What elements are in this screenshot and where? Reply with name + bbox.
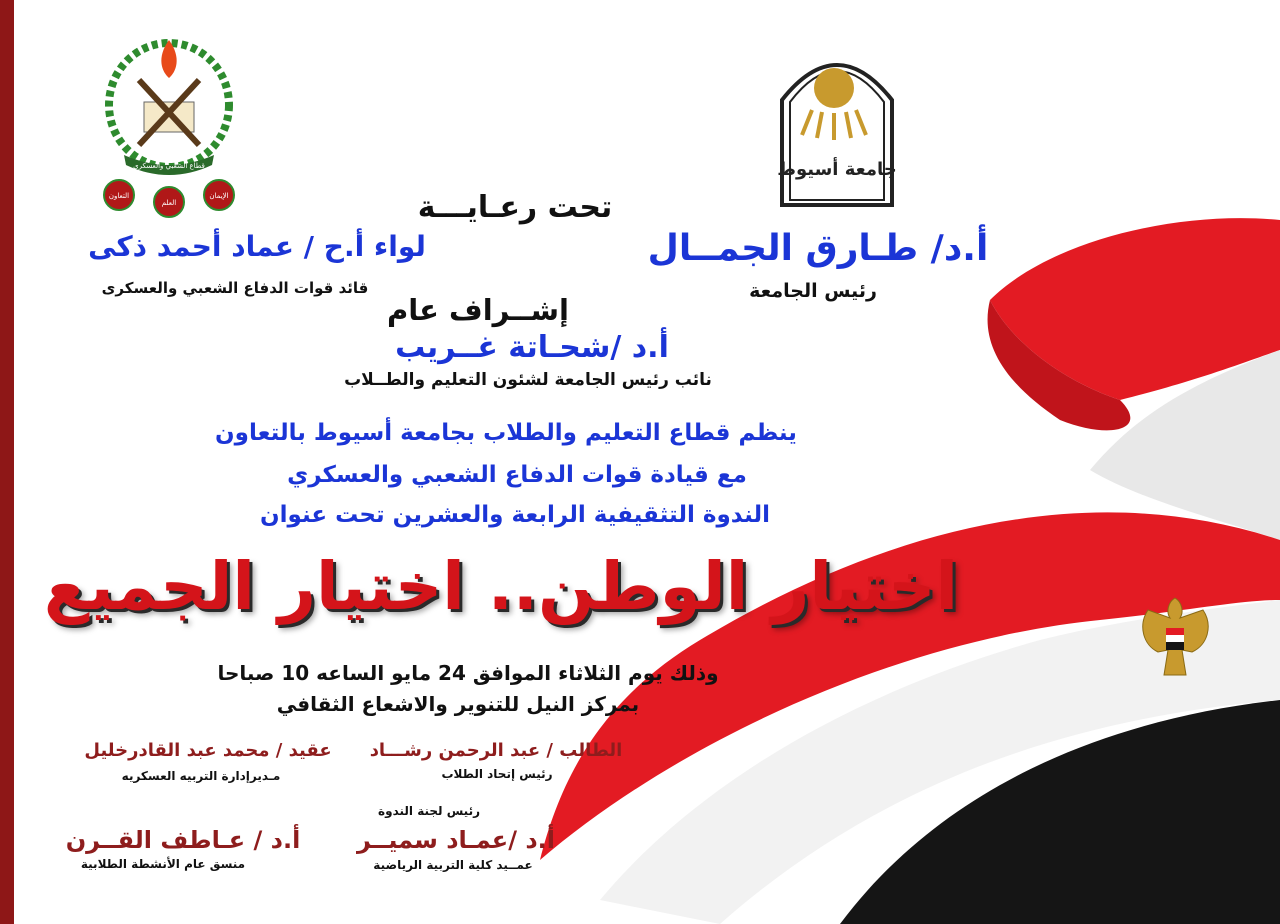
signatory-committee-header: رئيس لجنة الندوة (378, 804, 480, 818)
commander-role: قائد قوات الدفاع الشعبي والعسكرى (101, 279, 369, 297)
signatory-coordinator-role: منسق عام الأنشطة الطلابية (80, 857, 246, 871)
organizer-line-3: الندوة التثقيفية الرابعة والعشرين تحت عنوان (260, 502, 770, 528)
vice-president-name: أ.د /شحـاتة غــريب (395, 330, 669, 365)
event-date: وذلك يوم الثلاثاء الموافق 24 مايو الساعه 10 صباحا (217, 661, 719, 685)
signatory-colonel-name: عقيد / محمد عبد القادرخليل (84, 740, 332, 761)
university-president-name: أ.د/ طـارق الجمــال (647, 228, 989, 269)
eagle-of-saladin-emblem (1128, 590, 1223, 685)
signatory-dean-role: عمــيد كلية التربية الرياضية (373, 858, 533, 872)
organizer-line-1: ينظم قطاع التعليم والطلاب بجامعة أسيوط بالتعاون (215, 420, 797, 446)
event-venue: بمركز النيل للتنوير والاشعاع الثقافي (276, 692, 640, 716)
signatory-student-role: رئيس إتحاد الطلاب (441, 767, 553, 781)
general-supervision-title: إشــراف عام (386, 293, 570, 327)
svg-text:قطاع الشعبي والعسكرى: قطاع الشعبي والعسكرى (133, 162, 205, 170)
signatory-colonel-role: مـديرإدارة التربيه العسكريه (121, 769, 281, 783)
university-president-role: رئيس الجامعة (749, 280, 877, 302)
vice-president-role: نائب رئيس الجامعة لشئون التعليم والطــلاب (344, 370, 712, 390)
commander-name: لواء أ.ح / عماد أحمد ذكى (88, 230, 426, 263)
svg-text:التعاون: التعاون (108, 192, 130, 200)
svg-text:الإيمان: الإيمان (209, 192, 229, 200)
svg-text:العلم: العلم (161, 199, 177, 207)
popular-military-defense-logo (94, 30, 244, 220)
signatory-dean-name: أ.د /عمـاد سميــر (357, 826, 555, 854)
under-patronage-title: تحت رعـايـــة (417, 190, 613, 225)
signatory-coordinator-name: أ.د / عـاطف القــرن (65, 826, 301, 854)
svg-text:جامعة أسيوط: جامعة أسيوط (777, 159, 897, 180)
signatory-student-name: الطالب / عبد الرحمن رشـــاد (369, 740, 623, 761)
organizer-line-2: مع قيادة قوات الدفاع الشعبي والعسكري (287, 462, 747, 488)
assiut-university-logo (772, 40, 902, 210)
seminar-headline: اختيار الوطن.. اختيار الجميع (43, 548, 959, 625)
